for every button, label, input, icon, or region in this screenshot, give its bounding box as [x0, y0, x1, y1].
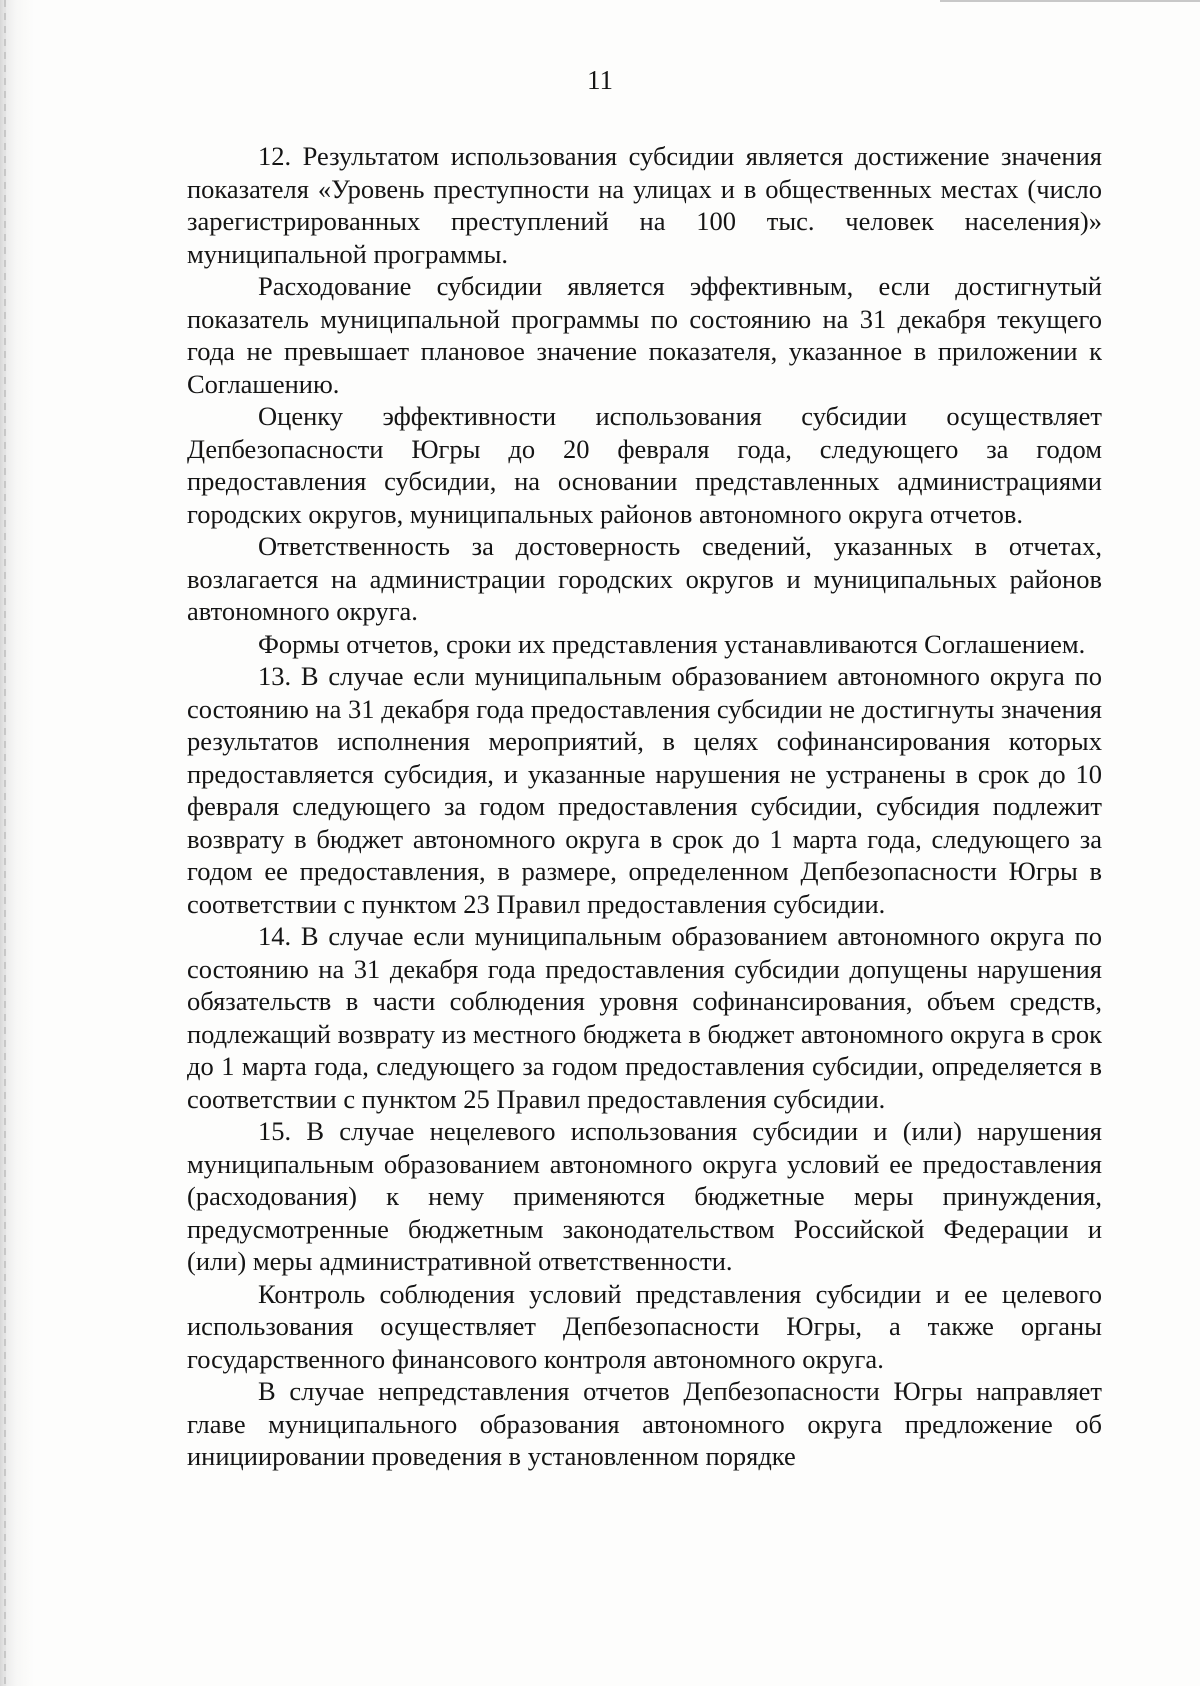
- document-body: [187, 140, 1102, 1473]
- paragraph-12-result: 12. Результатом использования субсидии является достижение значения показателя «Уровень преступности на улицах и в общественных местах (число зарегистрированных преступлений на 100 тыс. человек населения)» муниципальной программы.: [187, 141, 1102, 269]
- paragraph-report-forms: Формы отчетов, сроки их представления устанавливаются Соглашением.: [258, 628, 1086, 659]
- paragraph-spending-efficiency: Расходование субсидии является эффективным, если достигнутый показатель муниципальной программы по состоянию на 31 декабря текущего года не превышает плановое значение показателя, указанное в приложении к Соглашению.: [187, 271, 1102, 399]
- paragraph-13-refund: 13. В случае если муниципальным образованием автономного округа по состоянию на 31 декабря года предоставления субсидии не достигнуты значения результатов исполнения мероприятий, в целях софинансирования которых предоставляется субсидия, и указанные нарушения не устранены в срок до 10 февраля следующего за годом предоставления субсидии, субсидия подлежит возврату в бюджет автономного округа в срок до 1 марта года, следующего за годом ее предоставления, в размере, определенном Депбезопасности Югры в соответствии с пунктом 23 Правил предоставления субсидии.: [187, 661, 1102, 919]
- paragraph-efficiency-assessment: Оценку эффективности использования субсидии осуществляет Депбезопасности Югры до 20 февраля года, следующего за годом предоставления субсидии, на основании представленных администрациями городских округов, муниципальных районов автономного округа отчетов.: [187, 401, 1102, 529]
- scan-top-rule: [940, 0, 1200, 2]
- paragraph-14-cofinancing: 14. В случае если муниципальным образованием автономного округа по состоянию на 31 декабря года предоставления субсидии допущены нарушения обязательств в части соблюдения уровня софинансирования, объем средств, подлежащий возврату из местного бюджета в бюджет автономного округа в срок до 1 марта года, следующего за годом предоставления субсидии, определяется в соответствии с пунктом 25 Правил предоставления субсидии.: [187, 921, 1102, 1114]
- paragraph-15-misuse: 15. В случае нецелевого использования субсидии и (или) нарушения муниципальным образованием автономного округа условий ее предоставления (расходования) к нему применяются бюджетные меры принуждения, предусмотренные бюджетным законодательством Российской Федерации и (или) меры административной ответственности.: [187, 1116, 1102, 1276]
- paragraph-non-submission: В случае непредставления отчетов Депбезопасности Югры направляет главе муниципального образования автономного округа предложение об инициировании проведения в установленном порядке: [187, 1376, 1102, 1471]
- paragraph-control: Контроль соблюдения условий представления субсидии и ее целевого использования осуществляет Депбезопасности Югры, а также органы государственного финансового контроля автономного округа.: [187, 1278, 1102, 1374]
- scan-edge-shadow: [0, 0, 34, 1686]
- page-number: 11: [587, 65, 613, 95]
- paragraph-responsibility: Ответственность за достоверность сведений, указанных в отчетах, возлагается на администрации городских округов и муниципальных районов автономного округа.: [187, 531, 1102, 626]
